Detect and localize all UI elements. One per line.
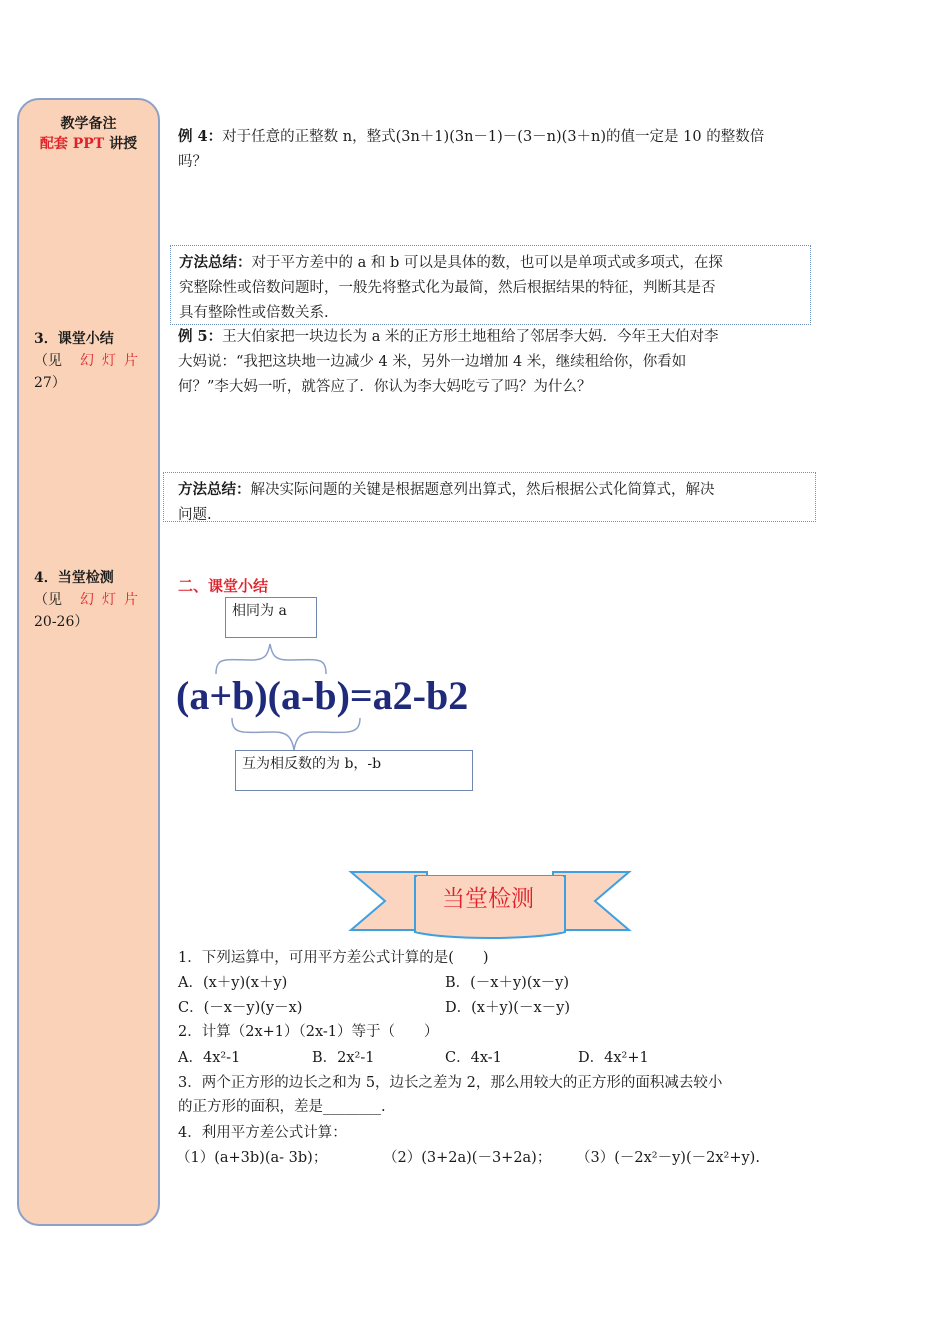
method-summary-2-label: 方法总结： xyxy=(178,481,251,498)
example-5-line3: 何？”李大妈一听，就答应了．你认为李大妈吃亏了吗？为什么？ xyxy=(178,379,592,395)
quiz-banner-title: 当堂检测 xyxy=(442,886,534,912)
sidebar-title: 教学备注 xyxy=(60,116,117,132)
sidebar-section-4-slide: 幻灯片 xyxy=(80,592,146,608)
method-summary-2-line1: 解决实际问题的关键是根据题意列出算式，然后根据公式化简算式，解决 xyxy=(250,482,715,498)
bottom-brace-icon xyxy=(230,716,365,752)
example-5 xyxy=(178,324,818,400)
method-summary-1-line1: 对于平方差中的 a 和 b 可以是具体的数，也可以是单项式或多项式，在探 xyxy=(251,255,723,271)
opposite-term-text: 互为相反数的为 b，-b xyxy=(242,756,382,772)
sidebar-section-4-title: 4．当堂检测 xyxy=(34,570,114,586)
sidebar-section-3-pre: （见 xyxy=(34,353,62,369)
sidebar-header xyxy=(17,114,160,154)
sidebar-section-4 xyxy=(34,567,146,633)
question-4-part-2: （2）(3+2a)(－3+2a)； xyxy=(383,1150,552,1166)
question-3-line2: 的正方形的面积，差是________. xyxy=(178,1099,386,1115)
question-3 xyxy=(178,1071,818,1119)
same-term-text: 相同为 a xyxy=(232,603,287,619)
question-2-option-d: D．4x²+1 xyxy=(578,1050,649,1066)
section-heading-summary: 二、课堂小结 xyxy=(178,577,269,595)
question-4-part-1: （1）(a+3b)(a- 3b)； xyxy=(176,1150,328,1166)
question-2-option-c: C．4x-1 xyxy=(445,1050,502,1066)
sidebar-section-3-slide: 幻灯片 xyxy=(80,353,146,369)
sidebar-ppt-label: 配套 PPT xyxy=(39,136,105,152)
question-2-option-a: A．4x²-1 xyxy=(178,1050,241,1066)
same-term-label xyxy=(225,597,317,638)
question-2: 2．计算（2x+1）（2x-1）等于（ ） xyxy=(178,1024,439,1040)
question-4-part-3: （3）(－2x²－y)(－2x²+y). xyxy=(576,1150,760,1166)
method-summary-1-line3: 具有整除性或倍数关系. xyxy=(179,305,329,321)
question-4: 4．利用平方差公式计算： xyxy=(178,1125,347,1141)
example-4 xyxy=(178,124,818,175)
example-4-text: 对于任意的正整数 n，整式(3n＋1)(3n－1)－(3－n)(3＋n)的值一定是 10 的整数倍 xyxy=(222,129,765,145)
example-5-label: 例 5： xyxy=(178,328,223,345)
sidebar-section-4-ref: 20-26） xyxy=(34,614,89,630)
method-summary-box-1 xyxy=(170,245,811,325)
question-3-line1: 3．两个正方形的边长之和为 5，边长之差为 2，那么用较大的正方形的面积减去较小 xyxy=(178,1075,723,1091)
example-5-line1: 王大伯家把一块边长为 a 米的正方形土地租给了邻居李大妈．今年王大伯对李 xyxy=(222,329,719,345)
sidebar-section-4-pre: （见 xyxy=(34,592,62,608)
method-summary-box-2 xyxy=(163,472,816,522)
method-summary-2-line2: 问题. xyxy=(178,507,212,523)
method-summary-1-label: 方法总结： xyxy=(179,254,252,271)
formula-text: (a+b)(a-b)=a2-b2 xyxy=(176,673,469,718)
sidebar-section-3-ref: 27） xyxy=(34,375,66,391)
question-1-option-c: C．(－x－y)(y－x) xyxy=(178,1000,303,1016)
example-5-line2: 大妈说：“我把这块地一边减少 4 米，另外一边增加 4 米，继续租给你，你看如 xyxy=(178,354,687,370)
opposite-term-label xyxy=(235,750,473,791)
difference-of-squares-formula xyxy=(176,672,468,719)
method-summary-1-line2: 究整除性或倍数问题时，一般先将整式化为最简，然后根据结果的特征，判断其是否 xyxy=(179,280,716,296)
question-1-option-a: A．(x＋y)(x＋y) xyxy=(178,975,288,991)
sidebar-section-3 xyxy=(34,328,146,394)
question-1-option-d: D．(x＋y)(－x－y) xyxy=(445,1000,570,1016)
sidebar-ppt-suffix: 讲授 xyxy=(104,136,138,152)
question-1-option-b: B．(－x＋y)(x－y) xyxy=(445,975,570,991)
top-brace-icon xyxy=(212,640,332,676)
example-4-text-cont: 吗？ xyxy=(178,154,207,170)
teaching-notes-sidebar xyxy=(17,98,160,1226)
question-2-option-b: B．2x²-1 xyxy=(312,1050,375,1066)
sidebar-section-3-title: 3．课堂小结 xyxy=(34,331,114,347)
example-4-label: 例 4： xyxy=(178,128,223,145)
question-1: 1．下列运算中，可用平方差公式计算的是( ) xyxy=(178,950,489,966)
